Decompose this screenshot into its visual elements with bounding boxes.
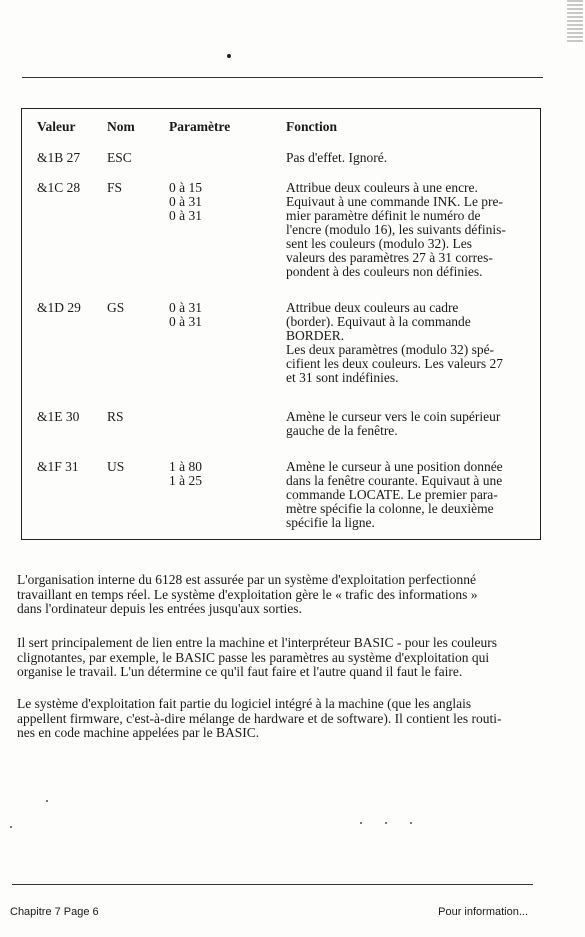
- scan-speck: [385, 822, 387, 824]
- paragraph: Le système d'exploitation fait partie du logiciel intégré à la machine (que les anglais appellent firmware, c'est-à-dire mélange de hardware et de software). Il contient les routi- nes en code machine appelées par le BASIC.: [17, 696, 502, 740]
- row-fonction: Amène le curseur vers le coin supérieur gauche de la fenêtre.: [286, 409, 501, 438]
- ink-dot: [227, 54, 231, 58]
- param: 0 à 31: [169, 208, 202, 223]
- scan-artifact: [567, 0, 583, 44]
- scan-speck: [410, 822, 412, 824]
- row-fonction: Attribue deux couleurs à une encre. Equivaut à une commande INK. Le pre- mier paramètre définit le numéro de l'encre (modulo 16), les suivants définis- sent les couleurs (modulo 32). Les valeurs des paramètres 27 à 31 corres- pondent à des couleurs non définies.: [286, 180, 506, 279]
- row-valeur: &1E 30: [37, 409, 80, 424]
- param: 1 à 80: [169, 459, 202, 474]
- row-parametres: [169, 181, 202, 223]
- paragraph: L'organisation interne du 6128 est assurée par un système d'exploitation perfectionné travaillant en temps réel. Le système d'exploitation gère le « trafic des informations » dans l'ordinateur depuis les entrées jusqu'aux sorties.: [17, 572, 478, 616]
- row-parametres: [169, 460, 202, 488]
- row-valeur: &1F 31: [37, 459, 79, 474]
- footer-rule: [12, 884, 533, 885]
- header-nom: Nom: [107, 119, 135, 134]
- row-fonction: Amène le curseur à une position donnée dans la fenêtre courante. Equivaut à une commande LOCATE. Le premier para- mètre spécifie la colonne, le deuxième spécifie la ligne.: [286, 459, 503, 530]
- row-nom: FS: [107, 180, 123, 195]
- row-fonction: Attribue deux couleurs au cadre (border). Equivaut à la commande BORDER. Les deux paramètres (modulo 32) spé- cifient les deux couleurs. Les valeurs 27 et 31 sont indéfinies.: [286, 300, 504, 385]
- row-nom: RS: [107, 409, 124, 424]
- row-nom: ESC: [107, 150, 132, 165]
- param: 0 à 31: [169, 314, 202, 329]
- param: 1 à 25: [169, 473, 202, 488]
- row-nom: GS: [107, 300, 125, 315]
- row-fonction: Pas d'effet. Ignoré.: [286, 150, 388, 165]
- header-fonction: Fonction: [286, 119, 338, 134]
- row-nom: US: [107, 459, 125, 474]
- paragraph: Il sert principalement de lien entre la machine et l'interpréteur BASIC - pour les couleurs clignotantes, par exemple, le BASIC passe les paramètres au système d'exploitation qui organise le travail. L'un détermine ce qu'il faut faire et l'autre quand il faut le faire.: [17, 635, 498, 679]
- control-codes-table: [21, 108, 541, 540]
- footer-note: Pour information...: [438, 906, 528, 918]
- scan-speck: [46, 800, 48, 802]
- header-parametre: Paramètre: [169, 119, 231, 134]
- row-valeur: &1C 28: [37, 180, 81, 195]
- row-parametres: [169, 301, 202, 329]
- page-number: Chapitre 7 Page 6: [10, 906, 99, 918]
- param: 0 à 15: [169, 180, 202, 195]
- param: 0 à 31: [169, 300, 202, 315]
- param: 0 à 31: [169, 194, 202, 209]
- scan-speck: [360, 822, 362, 824]
- scan-speck: [10, 826, 12, 828]
- row-valeur: &1D 29: [37, 300, 81, 315]
- header-rule: [22, 77, 543, 78]
- row-valeur: &1B 27: [37, 150, 81, 165]
- header-valeur: Valeur: [37, 119, 76, 134]
